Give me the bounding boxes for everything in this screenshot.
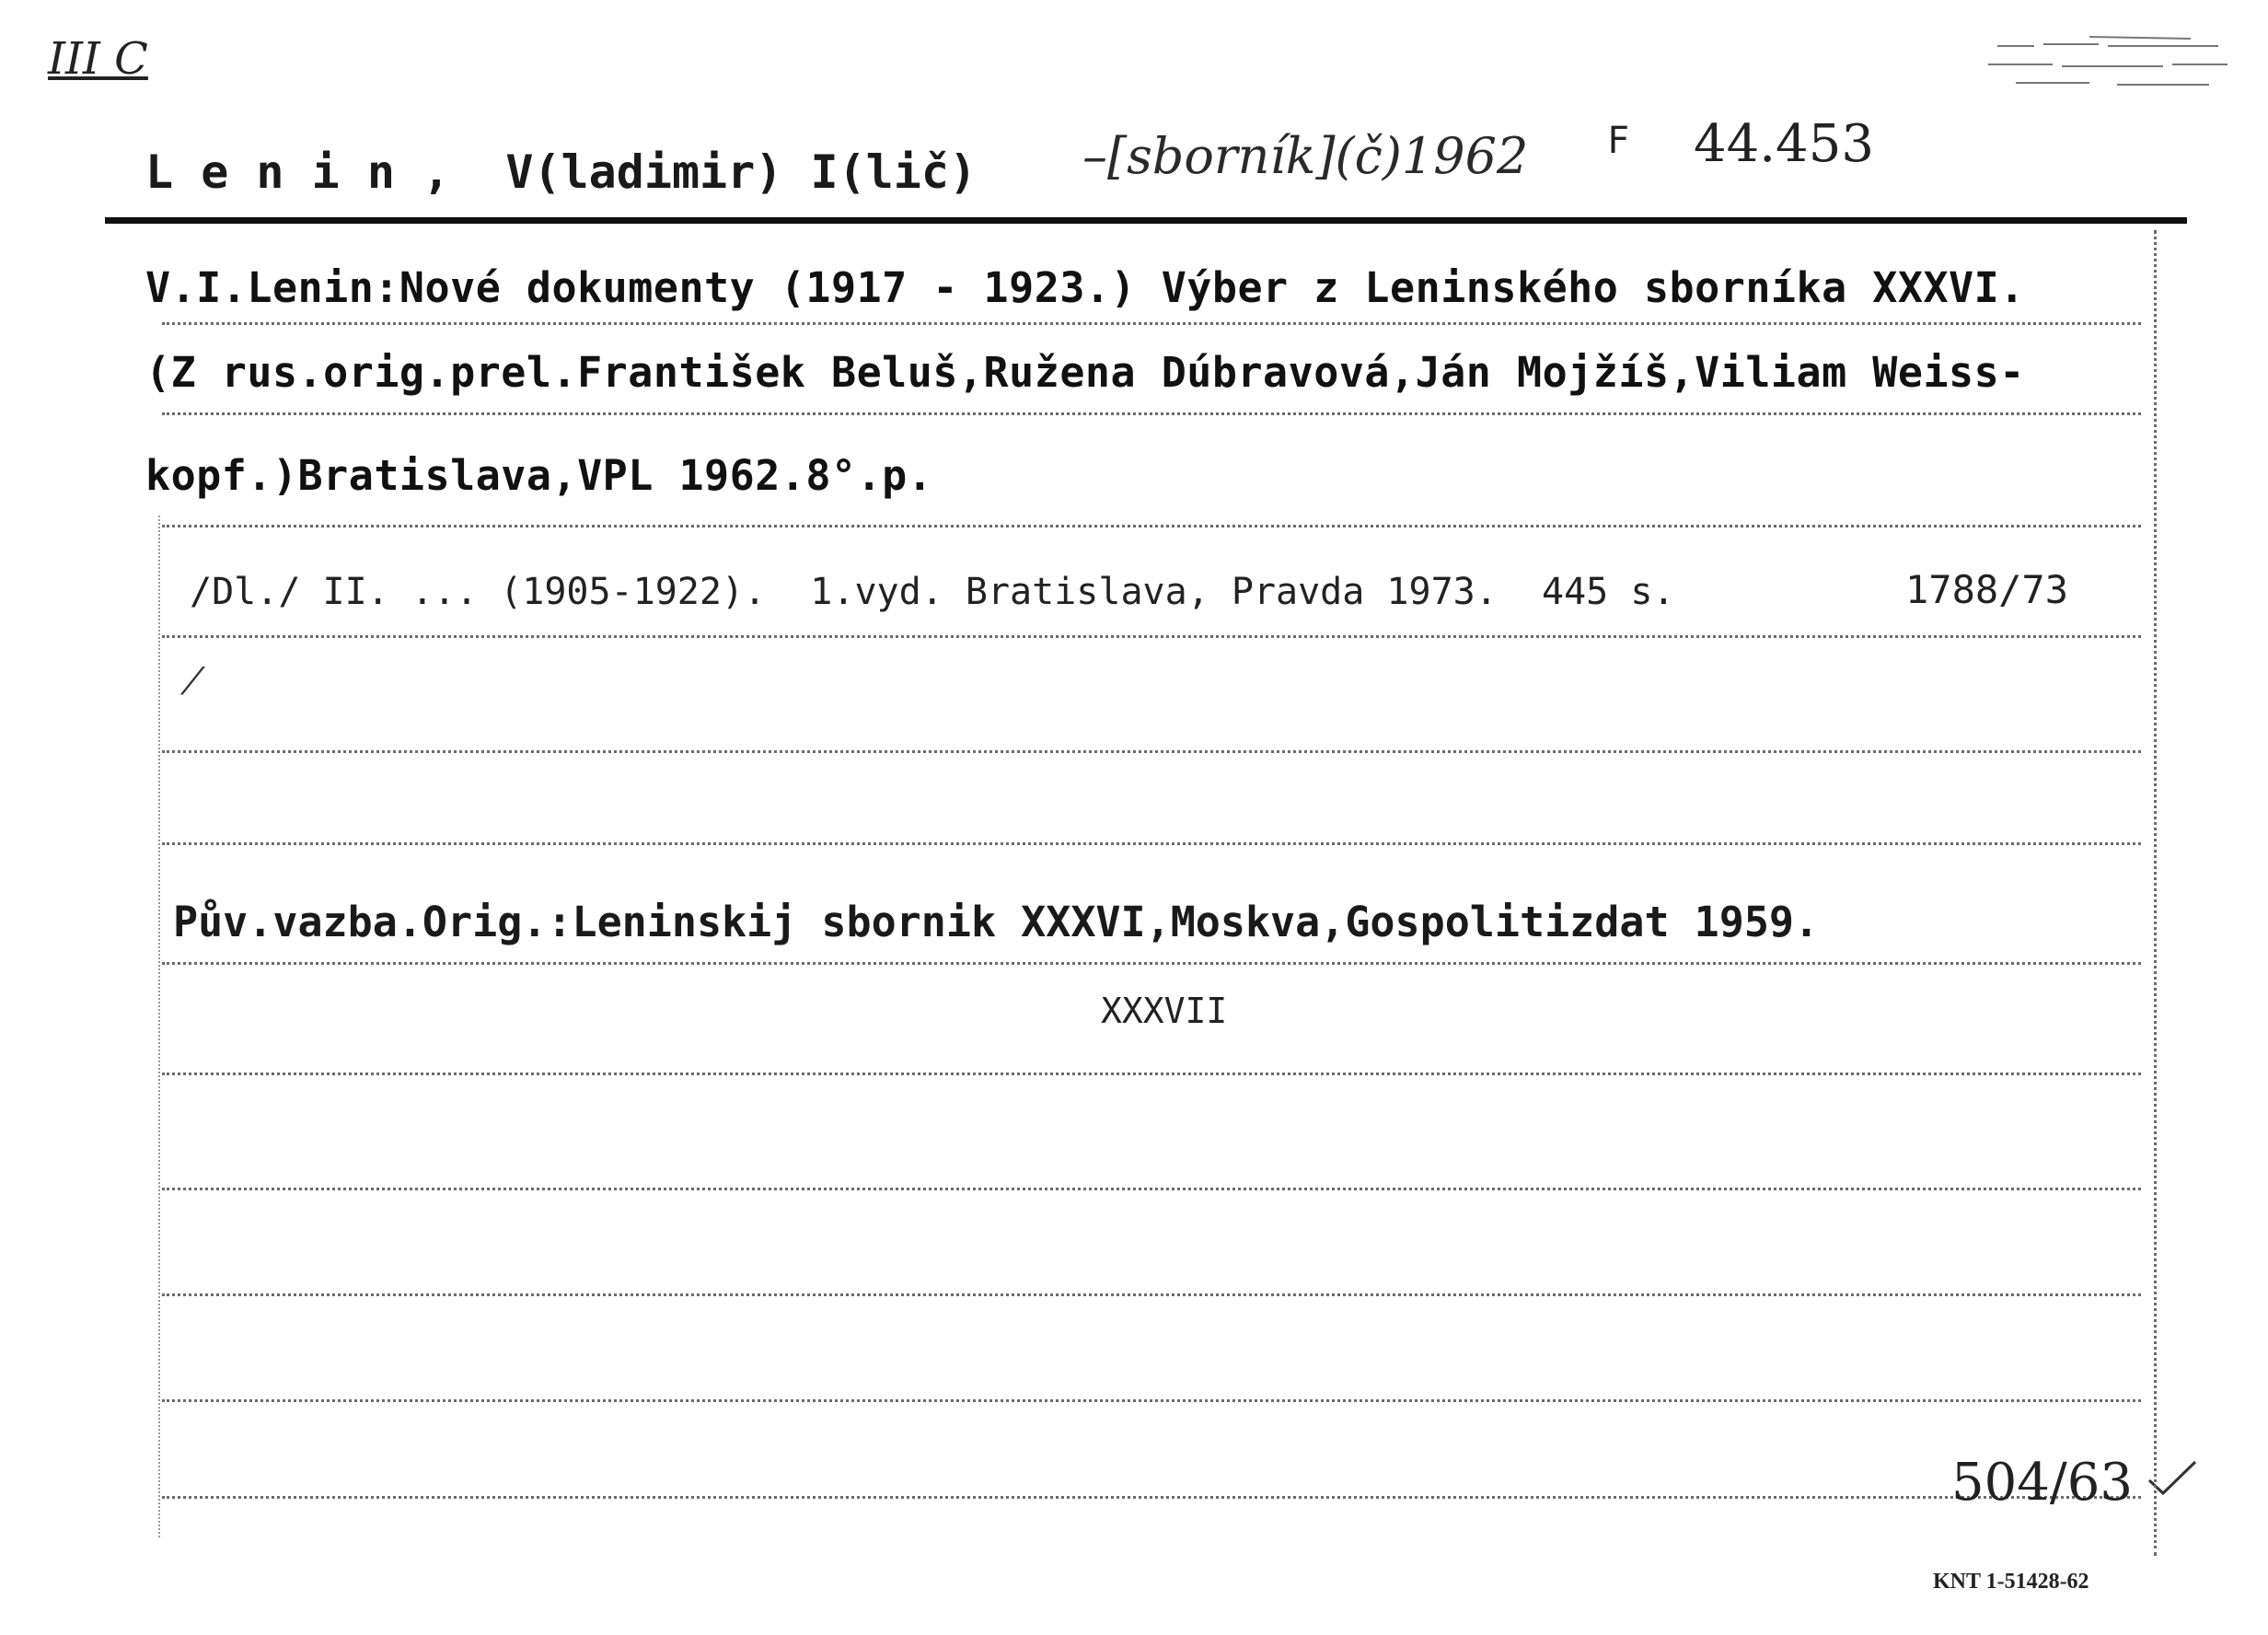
ruled-line [162,962,2141,965]
left-margin-dots [158,516,160,1537]
right-margin-dots [2154,230,2157,1556]
ruled-line [162,412,2141,415]
volume-roman-numeral: XXXVII [1101,991,1228,1031]
ruled-line [162,1188,2141,1190]
volume-note-number: 1788/73 [1905,567,2069,612]
title-line-1: V.I.Lenin:Nové dokumenty (1917 - 1923.) Výber z Leninského sborníka XXXVI. [145,263,2025,312]
heading-rule [105,217,2187,224]
title-line-2: (Z rus.orig.prel.František Beluš,Ružena Dúbravová,Ján Mojžíš,Viliam Weiss- [145,348,2025,397]
bottom-handwritten-number: 504/63 [1951,1453,2134,1513]
title-line-3: kopf.)Bratislava,VPL 1962.8°.p. [145,451,933,500]
call-number: 44.453 [1694,114,1874,174]
pen-mark: ⁄ [190,661,196,703]
call-mark: F [1607,120,1630,162]
ruled-line [162,750,2141,753]
corner-mark: III C [48,33,148,85]
author-heading: L e n i n , V(ladimir) I(lič) [145,145,978,199]
footer-code: KNT 1-51428-62 [1933,1570,2089,1594]
handwritten-subject-note: –[sborník](č)1962 [1082,127,1529,185]
ruled-line [162,322,2141,325]
ruled-line [162,1399,2141,1402]
original-edition-note: Pův.vazba.Orig.:Leninskij sbornik XXXVI,Moskva,Gospolitizdat 1959. [173,898,1820,946]
ruled-line [162,1496,2141,1499]
ruled-line [162,525,2141,528]
ruled-line [162,842,2141,845]
corner-scribble-marks [1979,18,2237,101]
volume-note: /Dl./ II. ... (1905-1922). 1.vyd. Bratislava, Pravda 1973. 445 s. [190,571,1675,613]
ruled-line [162,1293,2141,1296]
check-mark-icon [2145,1455,2200,1501]
ruled-line [162,1073,2141,1075]
ruled-line [162,635,2141,638]
